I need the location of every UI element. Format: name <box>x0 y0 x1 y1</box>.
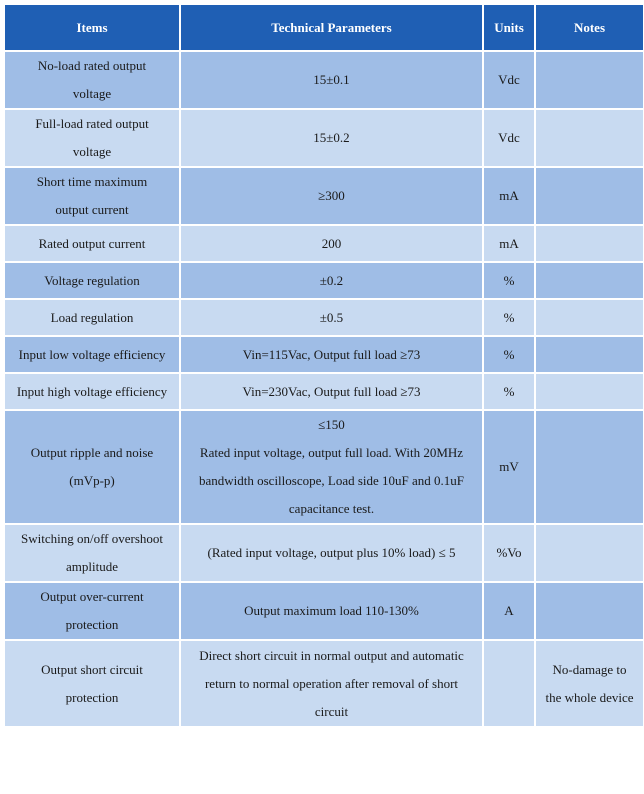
item-cell: Rated output current <box>5 226 179 261</box>
unit-cell: % <box>484 337 534 372</box>
table-row <box>5 583 643 639</box>
note-cell <box>536 374 643 409</box>
parameter-cell: ≥300 <box>181 168 482 224</box>
item-cell: Input high voltage efficiency <box>5 374 179 409</box>
header-units: Units <box>484 5 534 50</box>
unit-cell: % <box>484 374 534 409</box>
unit-cell: Vdc <box>484 52 534 108</box>
header-notes: Notes <box>536 5 643 50</box>
note-cell <box>536 226 643 261</box>
parameter-cell: ±0.5 <box>181 300 482 335</box>
unit-cell: % <box>484 263 534 298</box>
item-cell: Short time maximum output current <box>5 168 179 224</box>
note-cell <box>536 52 643 108</box>
unit-cell: % <box>484 300 534 335</box>
note-cell <box>536 168 643 224</box>
table-row <box>5 52 643 108</box>
note-cell: No-damage to the whole device <box>536 641 643 726</box>
item-cell: Switching on/off overshoot amplitude <box>5 525 179 581</box>
table-row <box>5 110 643 166</box>
parameter-cell: 15±0.1 <box>181 52 482 108</box>
note-cell <box>536 263 643 298</box>
header-row <box>5 5 643 50</box>
parameter-cell: Vin=230Vac, Output full load ≥73 <box>181 374 482 409</box>
parameter-cell: ±0.2 <box>181 263 482 298</box>
note-cell <box>536 337 643 372</box>
parameter-cell: ≤150 Rated input voltage, output full load. With 20MHz bandwidth oscilloscope, Load side 10uF and 0.1uF capacitance test. <box>181 411 482 523</box>
item-cell: Full-load rated output voltage <box>5 110 179 166</box>
unit-cell: mA <box>484 168 534 224</box>
table-row <box>5 168 643 224</box>
item-cell: Voltage regulation <box>5 263 179 298</box>
unit-cell: Vdc <box>484 110 534 166</box>
item-cell: Output short circuit protection <box>5 641 179 726</box>
item-cell: Load regulation <box>5 300 179 335</box>
table-row <box>5 263 643 298</box>
parameter-cell: 200 <box>181 226 482 261</box>
table-row <box>5 337 643 372</box>
specifications-table <box>3 3 644 728</box>
table-row <box>5 525 643 581</box>
item-cell: No-load rated output voltage <box>5 52 179 108</box>
item-cell: Input low voltage efficiency <box>5 337 179 372</box>
item-cell: Output ripple and noise (mVp-p) <box>5 411 179 523</box>
header-items: Items <box>5 5 179 50</box>
note-cell <box>536 411 643 523</box>
header-technical-parameters: Technical Parameters <box>181 5 482 50</box>
table-row <box>5 641 643 726</box>
unit-cell: mV <box>484 411 534 523</box>
parameter-cell: (Rated input voltage, output plus 10% load) ≤ 5 <box>181 525 482 581</box>
parameter-cell: 15±0.2 <box>181 110 482 166</box>
unit-cell <box>484 641 534 726</box>
note-cell <box>536 583 643 639</box>
note-cell <box>536 525 643 581</box>
parameter-cell: Direct short circuit in normal output and automatic return to normal operation after removal of short circuit <box>181 641 482 726</box>
note-cell <box>536 300 643 335</box>
table-row <box>5 300 643 335</box>
unit-cell: A <box>484 583 534 639</box>
table-row <box>5 411 643 523</box>
note-cell <box>536 110 643 166</box>
table-row <box>5 226 643 261</box>
unit-cell: %Vo <box>484 525 534 581</box>
table-row <box>5 374 643 409</box>
unit-cell: mA <box>484 226 534 261</box>
parameter-cell: Output maximum load 110-130% <box>181 583 482 639</box>
item-cell: Output over-current protection <box>5 583 179 639</box>
parameter-cell: Vin=115Vac, Output full load ≥73 <box>181 337 482 372</box>
